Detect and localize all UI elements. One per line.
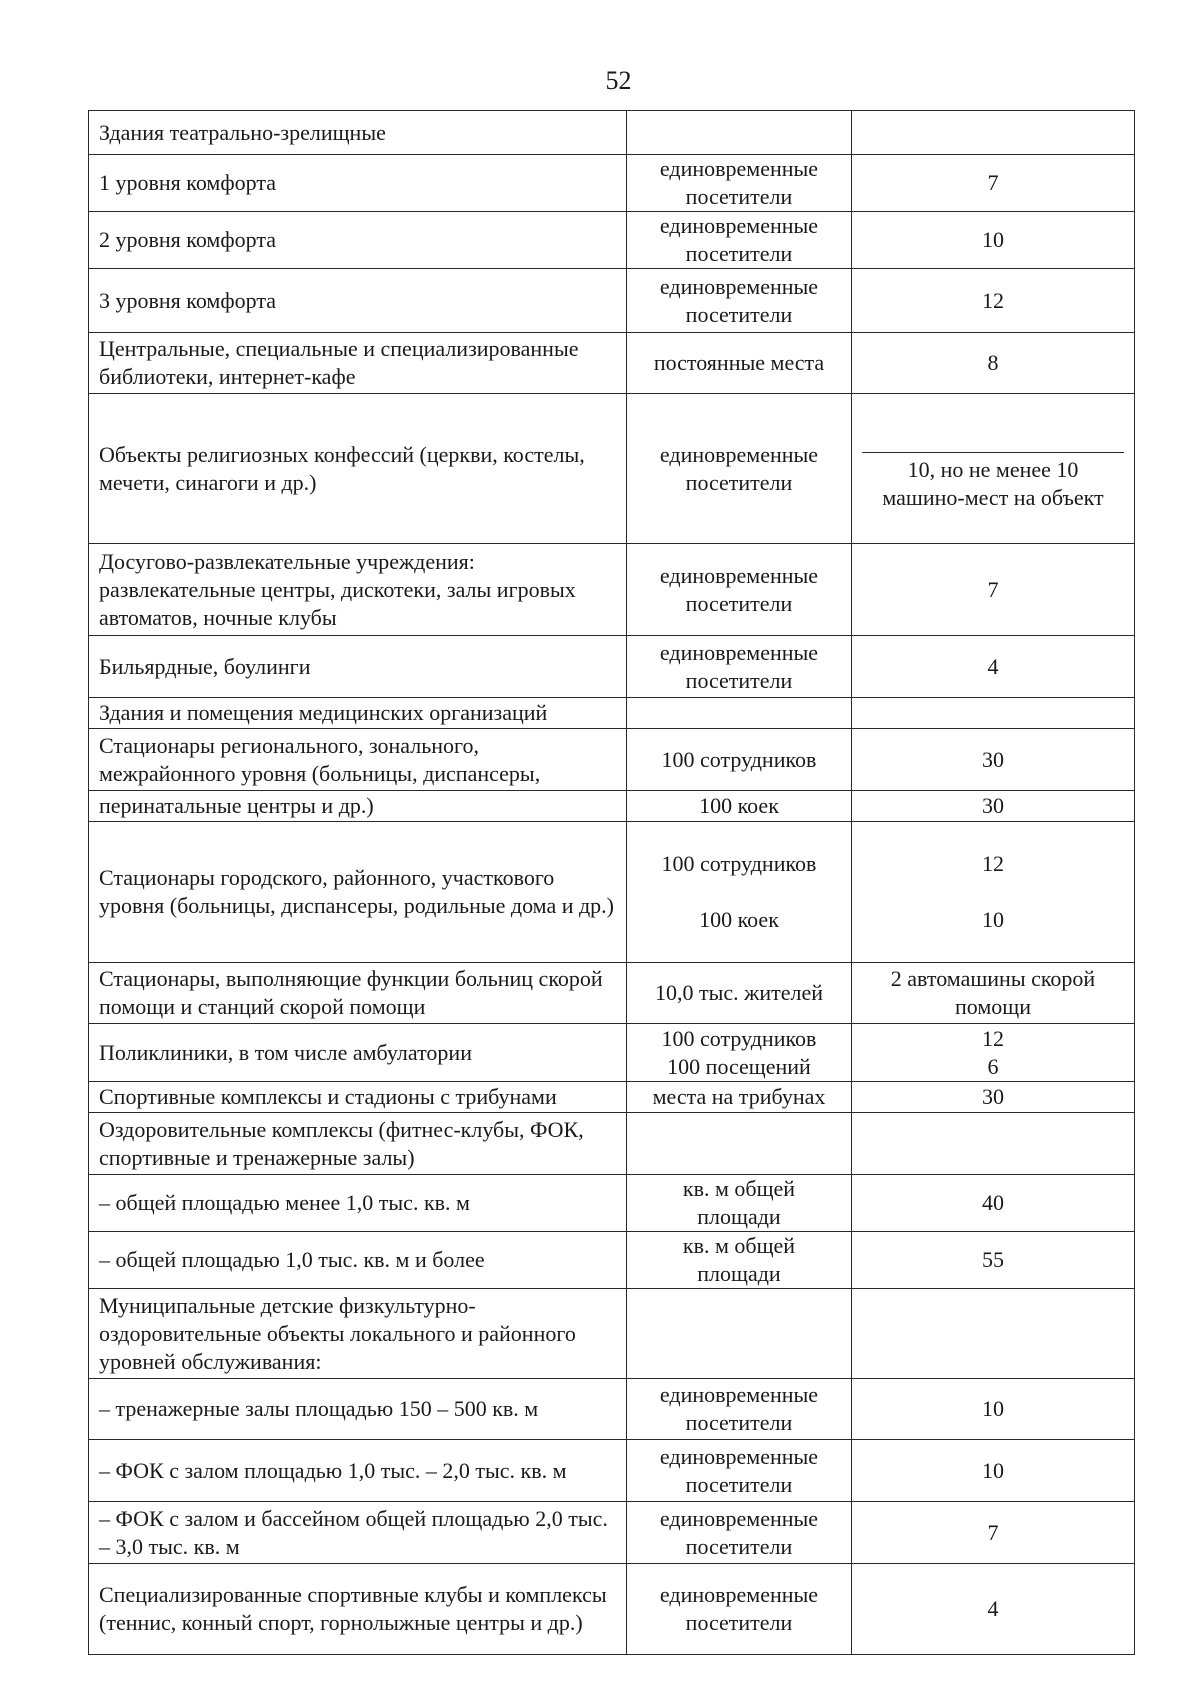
row-name: Досугово-развлекательные учреждения: развлекательные центры, дискотеки, залы игровых автоматов, ночные клубы	[89, 544, 627, 636]
row-name: Объекты религиозных конфессий (церкви, костелы, мечети, синагоги и др.)	[89, 394, 627, 544]
table-row	[89, 636, 1135, 698]
row-unit: единовременные посетители	[627, 394, 852, 544]
row-name: Стационары городского, районного, участкового уровня (больницы, диспансеры, родильные дома и др.)	[89, 822, 627, 963]
row-unit: единовременные посетители	[627, 544, 852, 636]
row-name: Стационары регионального, зонального, межрайонного уровня (больницы, диспансеры,	[89, 729, 627, 791]
table-row	[89, 1232, 1135, 1289]
row-unit: кв. м общей площади	[627, 1232, 852, 1289]
row-unit: единовременные посетители	[627, 1564, 852, 1655]
row-name: – тренажерные залы площадью 150 – 500 кв. м	[89, 1379, 627, 1440]
row-name: Поликлиники, в том числе амбулатории	[89, 1024, 627, 1082]
table-row	[89, 394, 1135, 544]
row-name: – общей площадью 1,0 тыс. кв. м и более	[89, 1232, 627, 1289]
row-value: 12	[852, 269, 1135, 333]
row-name: Центральные, специальные и специализированные библиотеки, интернет-кафе	[89, 333, 627, 394]
row-value	[852, 698, 1135, 729]
table-row	[89, 155, 1135, 212]
table-row	[89, 544, 1135, 636]
row-unit: 10,0 тыс. жителей	[627, 963, 852, 1024]
row-value: 10	[852, 1440, 1135, 1502]
table-row	[89, 1024, 1135, 1082]
row-value: 30	[852, 791, 1135, 822]
table-row	[89, 333, 1135, 394]
row-unit: места на трибунах	[627, 1082, 852, 1113]
row-unit	[627, 1289, 852, 1379]
table-row	[89, 1289, 1135, 1379]
row-name: Стационары, выполняющие функции больниц скорой помощи и станций скорой помощи	[89, 963, 627, 1024]
row-unit-top: 100 сотрудников	[661, 851, 817, 876]
row-unit	[627, 111, 852, 155]
table-row	[89, 111, 1135, 155]
row-value: 7	[852, 1502, 1135, 1564]
row-value-bottom: 10	[982, 907, 1004, 932]
row-value: 30	[852, 729, 1135, 791]
row-unit	[627, 698, 852, 729]
row-value: 7	[852, 544, 1135, 636]
row-name: Муниципальные детские физкультурно-оздоровительные объекты локального и районного уровней обслуживания:	[89, 1289, 627, 1379]
row-unit: единовременные посетители	[627, 1502, 852, 1564]
row-name: Здания театрально-зрелищные	[89, 111, 627, 155]
row-unit: единовременные посетители	[627, 636, 852, 698]
empty-subcell	[862, 422, 1124, 453]
row-unit: постоянные места	[627, 333, 852, 394]
table-row	[89, 1564, 1135, 1655]
parking-norms-table	[88, 110, 1135, 1655]
row-unit: единовременные посетители	[627, 1440, 852, 1502]
row-name: – ФОК с залом площадью 1,0 тыс. – 2,0 тыс. кв. м	[89, 1440, 627, 1502]
table-row	[89, 698, 1135, 729]
row-unit-cell	[627, 822, 852, 963]
row-name: – ФОК с залом и бассейном общей площадью 2,0 тыс. – 3,0 тыс. кв. м	[89, 1502, 627, 1564]
table-row	[89, 269, 1135, 333]
row-value: 10	[852, 1379, 1135, 1440]
table-row	[89, 212, 1135, 269]
row-name: 2 уровня комфорта	[89, 212, 627, 269]
table-row	[89, 729, 1135, 791]
row-unit	[627, 1113, 852, 1175]
table-row	[89, 1113, 1135, 1175]
row-name: Специализированные спортивные клубы и комплексы (теннис, конный спорт, горнолыжные центры и др.)	[89, 1564, 627, 1655]
row-value: 10	[852, 212, 1135, 269]
row-name: – общей площадью менее 1,0 тыс. кв. м	[89, 1175, 627, 1232]
row-value-cell	[852, 822, 1135, 963]
row-value-cell	[852, 394, 1135, 544]
row-name: 1 уровня комфорта	[89, 155, 627, 212]
table-row	[89, 1175, 1135, 1232]
table-row	[89, 791, 1135, 822]
table-row	[89, 822, 1135, 963]
row-name: Бильярдные, боулинги	[89, 636, 627, 698]
table-row	[89, 1082, 1135, 1113]
row-name: Оздоровительные комплексы (фитнес-клубы, ФОК, спортивные и тренажерные залы)	[89, 1113, 627, 1175]
row-value	[852, 1113, 1135, 1175]
row-name: 3 уровня комфорта	[89, 269, 627, 333]
table-row	[89, 1502, 1135, 1564]
table-row	[89, 963, 1135, 1024]
row-value: 8	[852, 333, 1135, 394]
row-name: перинатальные центры и др.)	[89, 791, 627, 822]
row-value: 4	[852, 636, 1135, 698]
row-value: 30	[852, 1082, 1135, 1113]
row-value: 4	[852, 1564, 1135, 1655]
row-name: Спортивные комплексы и стадионы с трибунами	[89, 1082, 627, 1113]
row-unit: единовременные посетители	[627, 155, 852, 212]
row-unit: единовременные посетители	[627, 212, 852, 269]
row-value: 12 6	[852, 1024, 1135, 1082]
page-number: 52	[605, 66, 632, 95]
row-unit: 100 коек	[627, 791, 852, 822]
row-value: 40	[852, 1175, 1135, 1232]
row-name: Здания и помещения медицинских организаций	[89, 698, 627, 729]
table-row	[89, 1379, 1135, 1440]
row-unit: кв. м общей площади	[627, 1175, 852, 1232]
row-value	[852, 111, 1135, 155]
row-value	[852, 1289, 1135, 1379]
table-row	[89, 1440, 1135, 1502]
row-unit: единовременные посетители	[627, 269, 852, 333]
row-value: 10, но не менее 10 машино-мест на объект	[882, 457, 1104, 510]
row-value: 7	[852, 155, 1135, 212]
row-unit-bottom: 100 коек	[699, 907, 779, 932]
row-unit: единовременные посетители	[627, 1379, 852, 1440]
row-value: 55	[852, 1232, 1135, 1289]
row-value-top: 12	[982, 851, 1004, 876]
row-unit: 100 сотрудников	[627, 729, 852, 791]
row-value: 2 автомашины скорой помощи	[852, 963, 1135, 1024]
row-unit: 100 сотрудников 100 посещений	[627, 1024, 852, 1082]
